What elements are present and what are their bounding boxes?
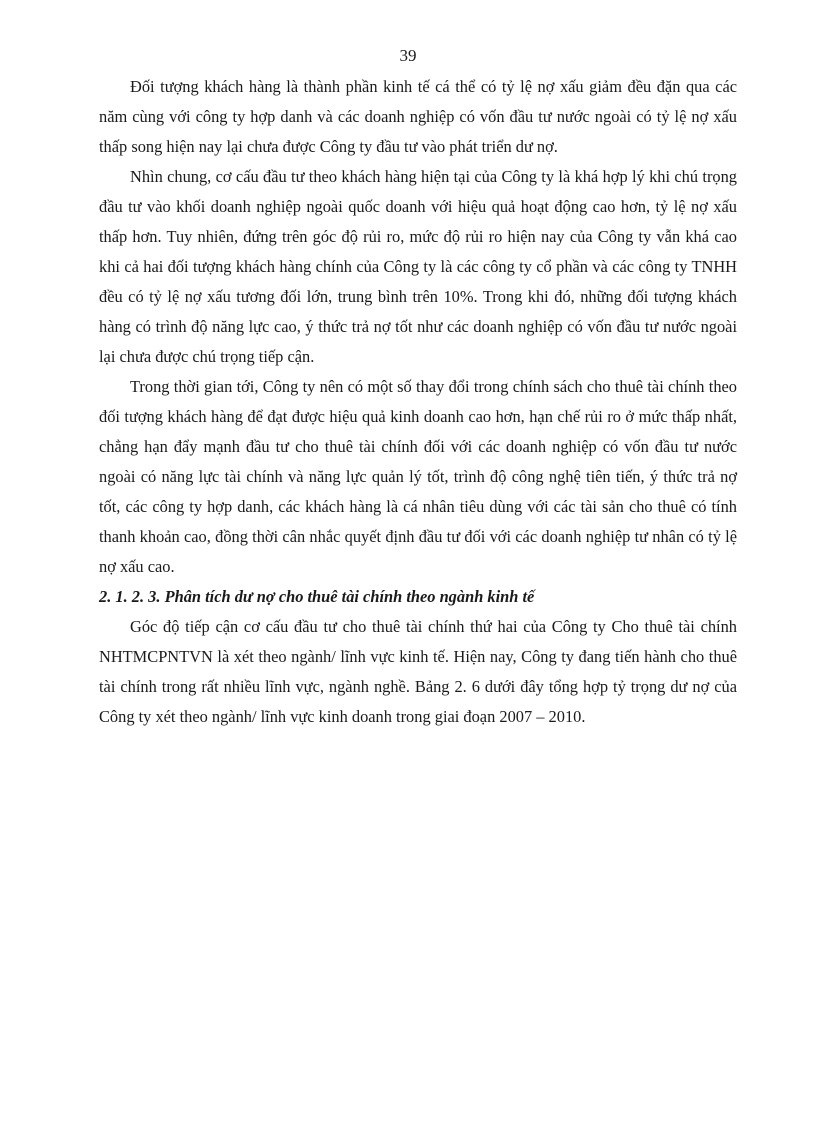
paragraph: Góc độ tiếp cận cơ cấu đầu tư cho thuê tài chính thứ hai của Công ty Cho thuê tài chính NHTMCPNTVN là xét theo ngành/ lĩnh vực kinh tế. Hiện nay, Công ty đang tiến hành cho thuê tài chính trong rất nhiều lĩnh vực, ngành nghề. Bảng 2. 6 dưới đây tổng hợp tỷ trọng dư nợ của Công ty xét theo ngành/ lĩnh vực kinh doanh trong giai đoạn 2007 – 2010.	[99, 617, 737, 726]
page-number: 39	[399, 46, 417, 65]
paragraph: Trong thời gian tới, Công ty nên có một số thay đổi trong chính sách cho thuê tài chính theo đối tượng khách hàng để đạt được hiệu quả kinh doanh cao hơn, hạn chế rủi ro ở mức thấp nhất, chẳng hạn đẩy mạnh đầu tư cho thuê tài chính đối với các doanh nghiệp có vốn đầu tư nước ngoài có năng lực tài chính và năng lực quản lý tốt, trình độ công nghệ tiên tiến, ý thức trả nợ tốt, các công ty hợp danh, các khách hàng là cá nhân tiêu dùng với các tài sản cho thuê có tính thanh khoản cao, đồng thời cân nhắc quyết định đầu tư đối với các doanh nghiệp tư nhân có tỷ lệ nợ xấu cao.	[99, 377, 737, 576]
body-text	[99, 72, 737, 732]
paragraph: Nhìn chung, cơ cấu đầu tư theo khách hàng hiện tại của Công ty là khá hợp lý khi chú trọng đầu tư vào khối doanh nghiệp ngoài quốc doanh với hiệu quả hoạt động cao hơn, tỷ lệ nợ xấu thấp hơn. Tuy nhiên, đứng trên góc độ rủi ro, mức độ rủi ro hiện nay của Công ty vẫn khá cao khi cả hai đối tượng khách hàng chính của Công ty là các công ty cổ phần và các công ty TNHH đều có tỷ lệ nợ xấu tương đối lớn, trung bình trên 10%. Trong khi đó, những đối tượng khách hàng có trình độ năng lực cao, ý thức trả nợ tốt như các doanh nghiệp có vốn đầu tư nước ngoài lại chưa được chú trọng tiếp cận.	[99, 167, 737, 366]
paragraph: Đối tượng khách hàng là thành phần kinh tế cá thể có tỷ lệ nợ xấu giảm đều đặn qua các năm cùng với công ty hợp danh và các doanh nghiệp có vốn đầu tư nước ngoài có tỷ lệ nợ xấu thấp song hiện nay lại chưa được Công ty đầu tư vào phát triển dư nợ.	[99, 77, 737, 156]
section-heading: 2. 1. 2. 3. Phân tích dư nợ cho thuê tài chính theo ngành kinh tế	[99, 587, 535, 606]
